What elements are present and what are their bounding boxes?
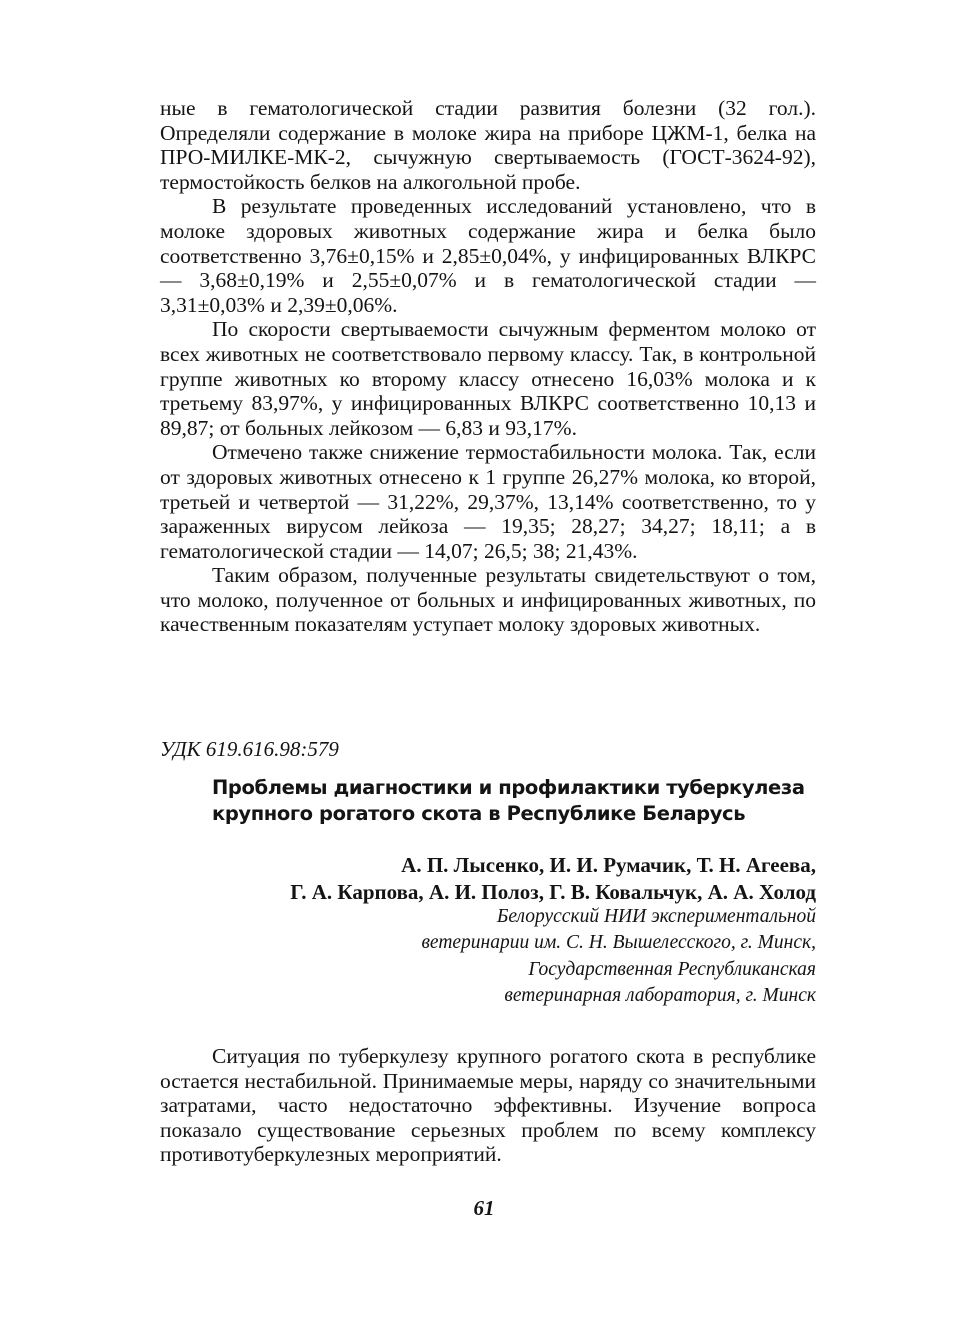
paragraph-fat-protein-results: В результате проведенных исследований установлено, что в молоке здоровых животных содержание жира и белка было соответственно 3,76±0,15% и 2,85±0,04%, у инфицированных ВЛКРС — 3,68±0,19% и 2,55±0,07% и в гематологической стадии — 3,31±0,03% и 2,39±0,06%.	[160, 194, 816, 317]
paragraph-rennet-coagulation: По скорости свертываемости сычужным ферментом молоко от всех животных не соответствовало первому классу. Так, в контрольной группе животных ко второму классу отнесено 16,03% молока и к третьему 83,97%, у инфицированных ВЛКРС соответственно 10,13 и 89,87; от больных лейкозом — 6,83 и 93,17%.	[160, 317, 816, 440]
paragraph-methods: ные в гематологической стадии развития болезни (32 гол.). Определяли содержание в молоке жира на приборе ЦЖМ-1, белка на ПРО-МИЛКЕ-МК-2, сычужную свертываемость (ГОСТ-3624-92), термостойкость белков на алкогольной пробе.	[160, 96, 816, 194]
article-continuation	[160, 96, 816, 637]
affiliation-line-3: Государственная Республиканская	[528, 958, 816, 980]
affiliation	[421, 904, 816, 1009]
paragraph-thermostability: Отмечено также снижение термостабильности молока. Так, если от здоровых животных отнесено к 1 группе 26,27% молока, ко второй, третьей и четвертой — 31,22%, 29,37%, 13,14% соответственно, то у зараженных вирусом лейкоза — 19,35; 28,27; 34,27; 18,11; а в гематологической стадии — 14,07; 26,5; 38; 21,43%.	[160, 440, 816, 563]
article-body	[160, 1044, 816, 1167]
affiliation-line-2: ветеринарии им. С. Н. Вышелесского, г. Минск,	[421, 932, 816, 954]
article-title-line-1: Проблемы диагностики и профилактики туберкулеза	[212, 776, 805, 799]
authors-line-2: Г. А. Карпова, А. И. Полоз, Г. В. Ковальчук, А. А. Холод	[290, 880, 816, 904]
affiliation-line-1: Белорусский НИИ экспериментальной	[496, 906, 816, 927]
article-title	[212, 775, 812, 827]
paragraph-situation: Ситуация по туберкулезу крупного рогатого скота в республике остается нестабильной. Принимаемые меры, наряду со значительными затратами, часто недостаточно эффективны. Изучение вопроса показало существование серьезных проблем по всему комплексу противотуберкулезных мероприятий.	[160, 1044, 816, 1167]
article-title-line-2: крупного рогатого скота в Республике Беларусь	[212, 802, 746, 825]
affiliation-line-4: ветеринарная лаборатория, г. Минск	[504, 984, 816, 1006]
authors	[290, 852, 816, 906]
authors-line-1: А. П. Лысенко, И. И. Румачик, Т. Н. Агеева,	[401, 853, 816, 877]
paragraph-conclusion: Таким образом, полученные результаты свидетельствуют о том, что молоко, полученное от больных и инфицированных животных, по качественным показателям уступает молоку здоровых животных.	[160, 563, 816, 637]
udc-code: УДК 619.616.98:579	[160, 737, 339, 761]
page-number: 61	[473, 1196, 495, 1220]
